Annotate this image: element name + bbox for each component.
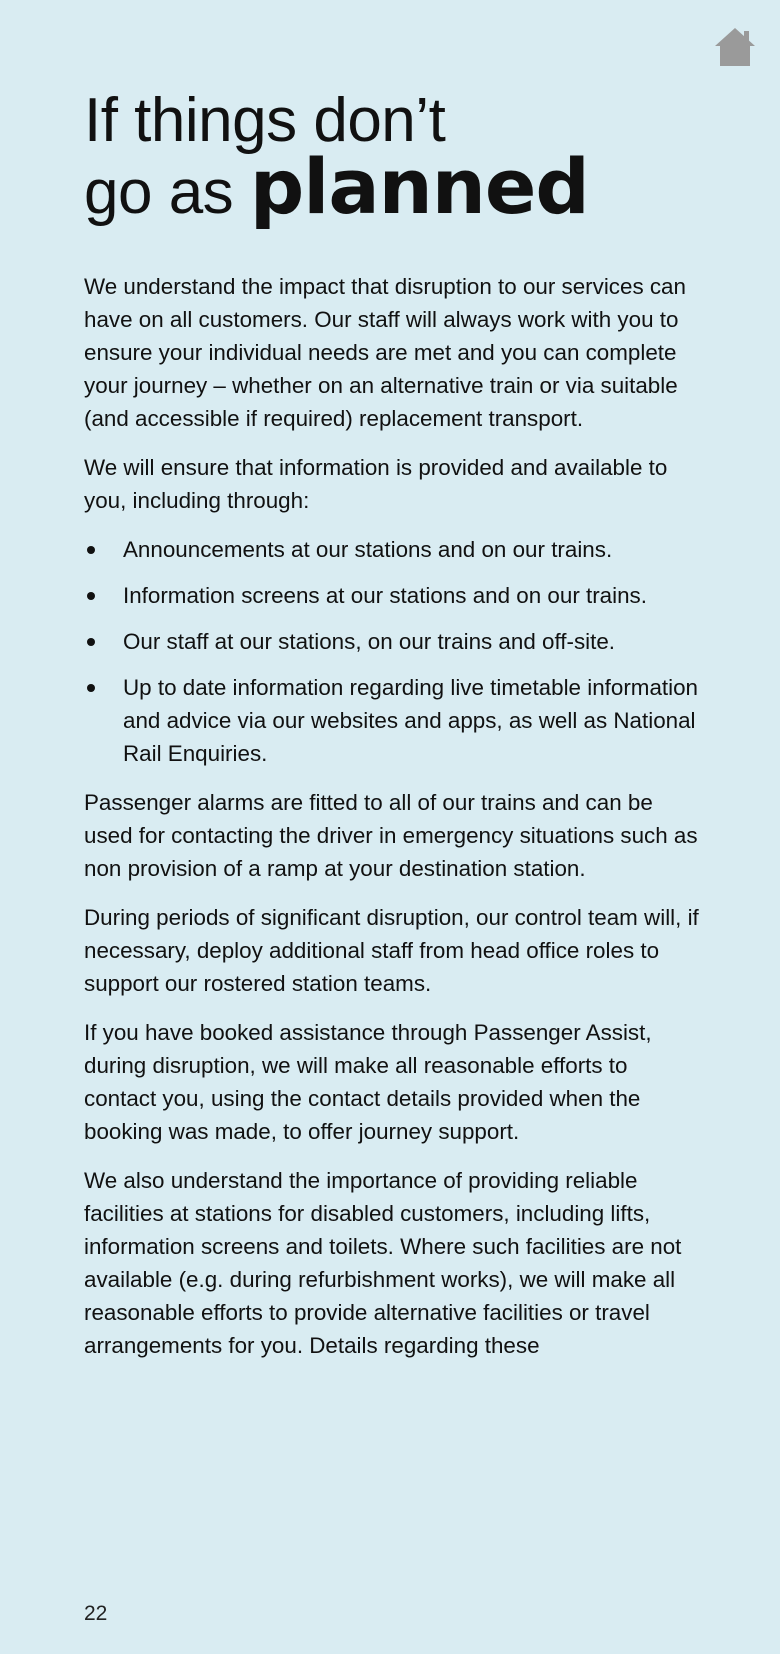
paragraph-control-team: During periods of significant disruption, our control team will, if necessary, deploy additional staff from head office roles to support our rostered station teams. bbox=[84, 905, 699, 996]
title-line-2-prefix: go as bbox=[84, 158, 250, 227]
title-line-2 bbox=[84, 142, 704, 231]
paragraph-passenger-assist: If you have booked assistance through Passenger Assist, during disruption, we will make all reasonable efforts to contact you, using the contact details provided when the booking was made, to offer journey support. bbox=[84, 1020, 652, 1144]
paragraph-passenger-alarms: Passenger alarms are fitted to all of our trains and can be used for contacting the driver in emergency situations such as non provision of a ramp at your destination station. bbox=[84, 790, 698, 881]
list-item: Our staff at our stations, on our trains and off-site. bbox=[84, 625, 704, 658]
paragraph-disruption-impact: We understand the impact that disruption to our services can have on all customers. Our staff will always work with you to ensure your individual needs are met and you can complete your journey – whether on an alternative train or via suitable (and accessible if required) replacement transport. bbox=[84, 274, 686, 431]
home-icon bbox=[714, 26, 756, 68]
home-button[interactable] bbox=[714, 26, 756, 68]
paragraph-information-intro: We will ensure that information is provided and available to you, including through: bbox=[84, 455, 668, 513]
title-emphasis: planned bbox=[249, 142, 589, 231]
title-line-1: If things don’t bbox=[84, 86, 446, 155]
body-text bbox=[84, 270, 704, 1362]
paragraph-station-facilities: We also understand the importance of providing reliable facilities at stations for disabled customers, including lifts, information screens and toilets. Where such facilities are not available (e.g. during refurbishment works), we will make all reasonable efforts to provide alternative facilities or travel arrangements for you. Details regarding these bbox=[84, 1168, 682, 1358]
page-content bbox=[84, 88, 704, 1378]
page-title bbox=[84, 86, 704, 231]
information-channels-list bbox=[84, 533, 704, 770]
page-number: 22 bbox=[84, 1602, 108, 1625]
list-item: Information screens at our stations and on our trains. bbox=[84, 579, 704, 612]
list-item: Announcements at our stations and on our trains. bbox=[84, 533, 704, 566]
list-item: Up to date information regarding live timetable information and advice via our websites and apps, as well as National Rail Enquiries. bbox=[84, 671, 704, 770]
